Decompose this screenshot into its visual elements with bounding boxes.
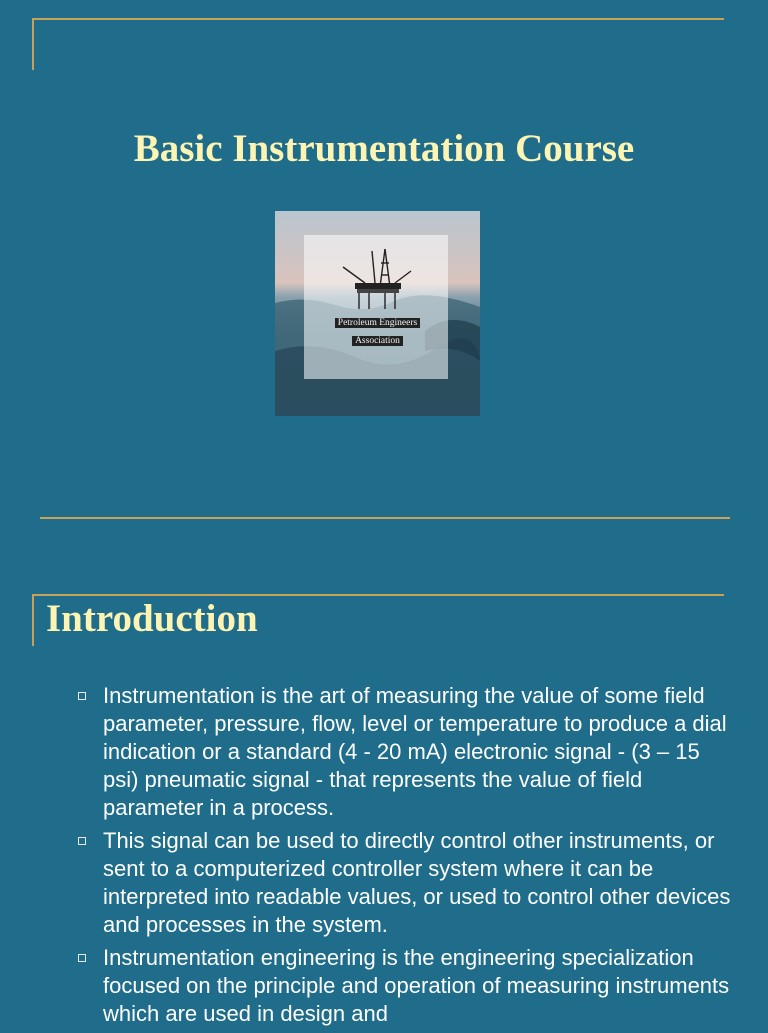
logo-text-line2: Association [275,336,480,346]
intro-heading: Introduction [46,597,258,640]
bullet-square-icon [78,954,86,962]
bullet-square-icon [78,837,86,845]
list-item [74,827,734,939]
list-item [74,944,734,1028]
slide-title: Basic Instrumentation Course [133,127,635,170]
bullet-square-icon [78,692,86,700]
oil-rig-icon [337,245,417,311]
intro-bullet-list [74,682,734,1033]
slide-bottom-accent-line [40,517,730,519]
introduction-slide [0,540,768,1024]
list-item [74,682,734,822]
bullet-text: This signal can be used to directly control other instruments, or sent to a computerized controller system where it can be interpreted into readable values, or used to control other devices and processes in the system. [103,828,731,937]
intro-left-accent-line [32,594,34,646]
bullet-text: Instrumentation engineering is the engineering specialization focused on the principle and operation of measuring instruments which are used in design and [103,945,730,1026]
top-accent-line [32,18,724,20]
logo-text-line1: Petroleum Engineers [275,318,480,328]
association-logo [275,211,480,416]
ocean-background-image [275,211,480,416]
left-accent-line [32,18,34,70]
bullet-text: Instrumentation is the art of measuring the value of some field parameter, pressure, flow, level or temperature to produce a dial indication or a standard (4 - 20 mA) electronic signal - (3 – 15 psi) pneumatic signal - that represents the value of field parameter in a process. [103,683,727,820]
